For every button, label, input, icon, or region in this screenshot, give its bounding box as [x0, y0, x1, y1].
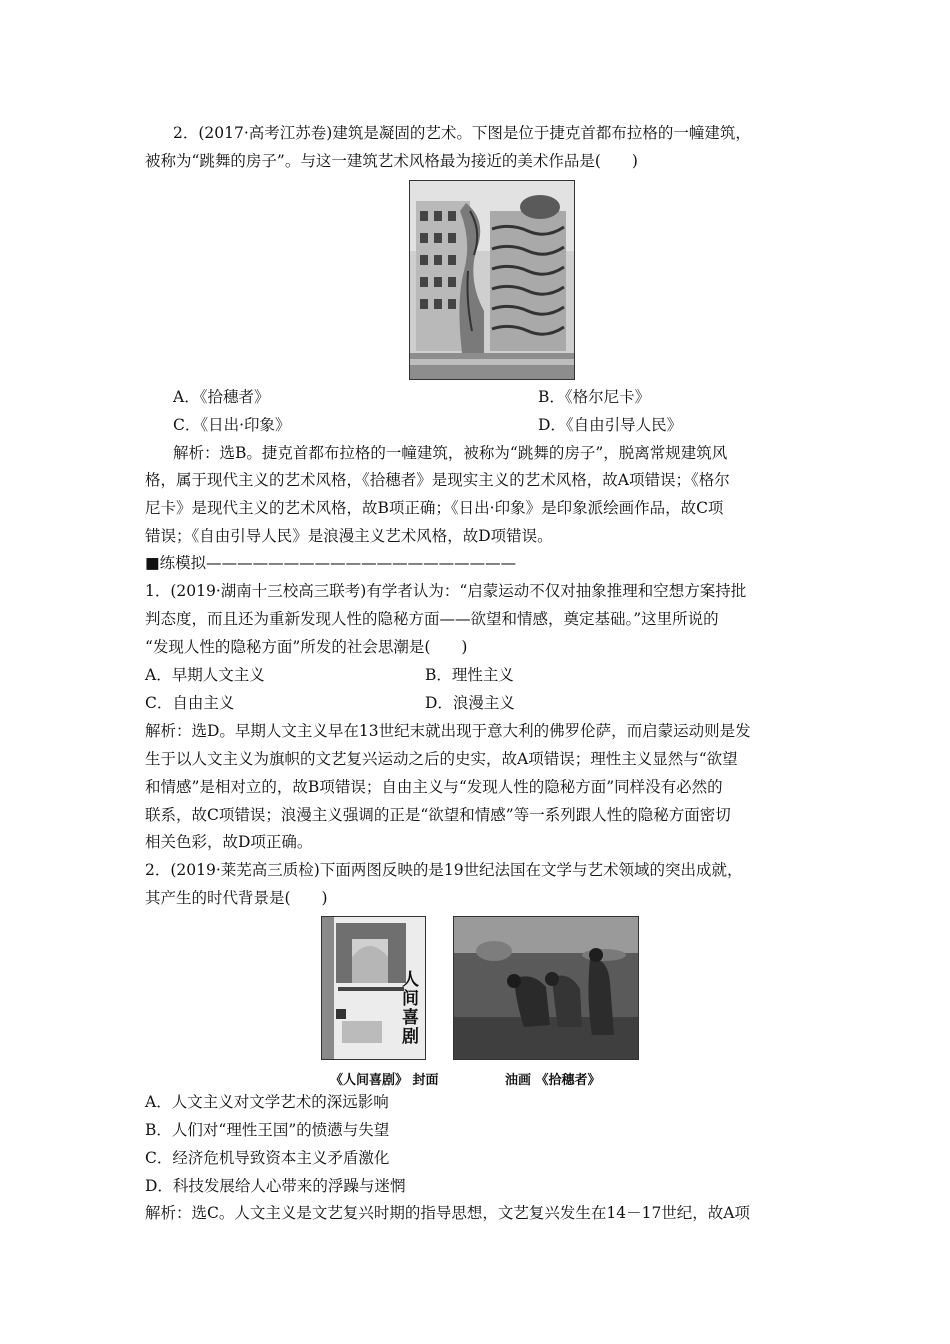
q2017-analysis-line2: 格，属于现代主义的艺术风格，《拾穗者》是现实主义的艺术风格，故A项错误；《格尔	[145, 471, 730, 489]
q2-stem-line2: 其产生的时代背景是( )	[145, 889, 328, 907]
question-2017-stem-line1: 2．(2017·高考江苏卷)建筑是凝固的艺术。下图是位于捷克首都布拉格的一幢建筑，	[173, 124, 751, 142]
caption-comedie-humaine: 《人间喜剧》 封面	[330, 1073, 439, 1088]
q1-option-b: B．理性主义	[425, 666, 514, 684]
q1-stem-line3: “发现人性的隐秘方面”所发的社会思潮是( )	[145, 638, 468, 656]
q2017-analysis-line3: 尼卡》是现代主义的艺术风格，故B项正确；《日出·印象》是印象派绘画作品，故C项	[145, 499, 724, 517]
q2017-option-a: A．《拾穗者》	[173, 388, 270, 406]
q2-option-d: D．科技发展给人心带来的浮躁与迷惘	[145, 1177, 406, 1195]
question-2017-stem-line2: 被称为“跳舞的房子”。与这一建筑艺术风格最为接近的美术作品是( )	[145, 152, 638, 170]
q2017-option-d: D．《自由引导人民》	[538, 416, 683, 434]
gleaners-painting-image	[453, 916, 639, 1060]
q1-stem-line1: 1．(2019·湖南十三校高三联考)有学者认为：“启蒙运动不仅对抽象推理和空想方案持批	[145, 582, 747, 600]
q2-analysis-line1: 解析：选C。人文主义是文艺复兴时期的指导思想，文艺复兴发生在14－17世纪，故A项	[145, 1204, 751, 1222]
q2-option-b: B．人们对“理性王国”的愤懑与失望	[145, 1121, 390, 1139]
q2017-option-b: B．《格尔尼卡》	[538, 388, 651, 406]
q1-analysis-line5: 相关色彩，故D项正确。	[145, 833, 313, 851]
q1-analysis-line4: 联系，故C项错误；浪漫主义强调的正是“欲望和情感”等一系列跟人性的隐秘方面密切	[145, 806, 731, 824]
q2017-option-c: C．《日出·印象》	[173, 416, 291, 434]
q1-analysis-line3: 和情感”是相对立的，故B项错误；自由主义与“发现人性的隐秘方面”同样没有必然的	[145, 778, 723, 796]
q1-stem-line2: 判态度，而且还为重新发现人性的隐秘方面——欲望和情感，奠定基础。”这里所说的	[145, 610, 719, 628]
book-title-vertical: 人间喜剧	[402, 970, 419, 1047]
q1-analysis-line1: 解析：选D。早期人文主义早在13世纪末就出现于意大利的佛罗伦萨，而启蒙运动则是发	[145, 722, 751, 740]
dancing-house-photo	[409, 180, 575, 380]
section-header-practice: ■练模拟————————————————————	[145, 554, 517, 572]
q1-option-a: A．早期人文主义	[145, 666, 265, 684]
q2-option-c: C．经济危机导致资本主义矛盾激化	[145, 1149, 390, 1167]
q2017-analysis-line1: 解析：选B。捷克首都布拉格的一幢建筑，被称为“跳舞的房子”，脱离常规建筑风	[173, 444, 728, 462]
comedie-humaine-cover-image	[321, 916, 426, 1060]
q2-option-a: A．人文主义对文学艺术的深远影响	[145, 1093, 389, 1111]
q1-option-d: D．浪漫主义	[425, 694, 515, 712]
q1-analysis-line2: 生于以人文主义为旗帜的文艺复兴运动之后的史实，故A项错误；理性主义显然与“欲望	[145, 750, 738, 768]
caption-gleaners: 油画 《拾穗者》	[505, 1073, 601, 1088]
q2017-analysis-line4: 错误；《自由引导人民》是浪漫主义艺术风格，故D项错误。	[145, 527, 553, 545]
q2-stem-line1: 2．(2019·莱芜高三质检)下面两图反映的是19世纪法国在文学与艺术领域的突出成就，	[145, 861, 743, 879]
q1-option-c: C．自由主义	[145, 694, 235, 712]
